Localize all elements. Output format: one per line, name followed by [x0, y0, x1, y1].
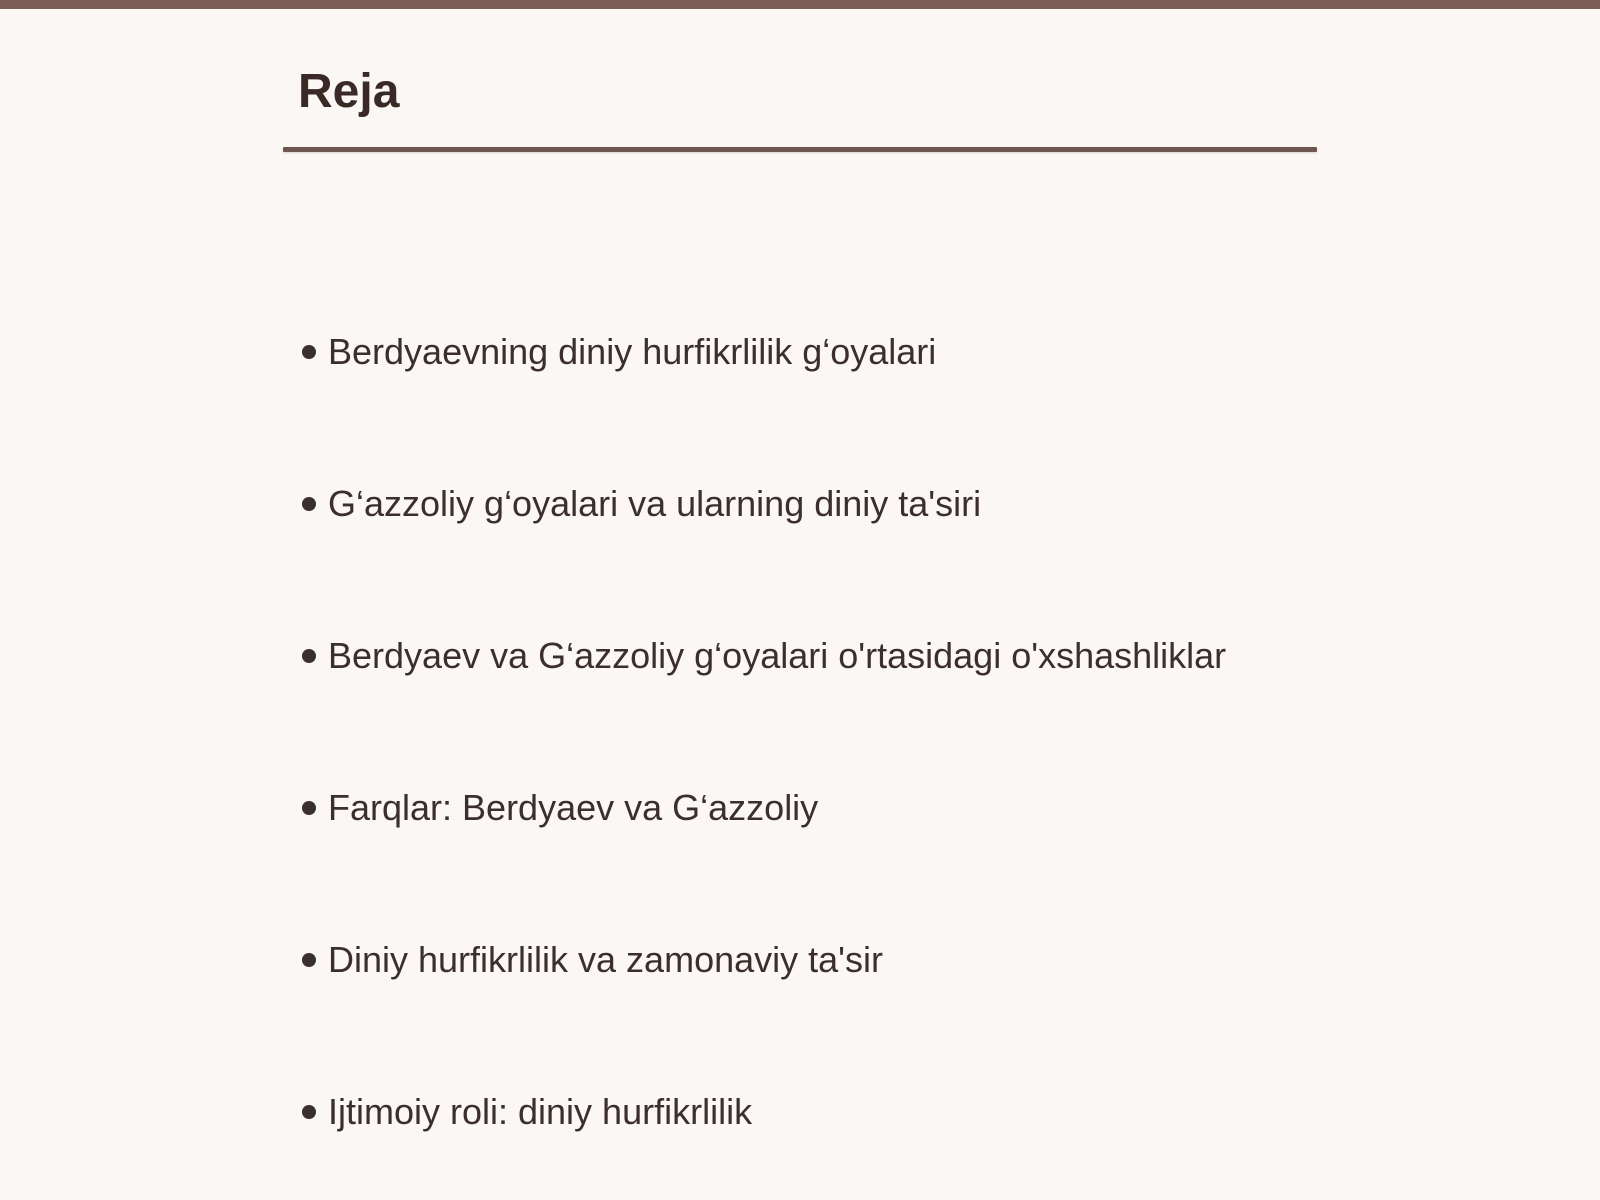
bullet-text: G‘azzoliy g‘oyalari va ularning diniy ta'siri	[328, 483, 982, 524]
bullet-text: Berdyaevning diniy hurfikrlilik g‘oyalari	[328, 331, 937, 372]
bullet-icon	[302, 953, 316, 967]
list-item	[298, 884, 1358, 1036]
bullet-icon	[302, 1105, 316, 1119]
list-item	[298, 1036, 1358, 1188]
title-divider	[283, 147, 1317, 152]
bullet-list	[298, 276, 1358, 1188]
bullet-icon	[302, 497, 316, 511]
slide-title: Reja	[298, 65, 400, 118]
bullet-icon	[302, 801, 316, 815]
bullet-text: Farqlar: Berdyaev va G‘azzoliy	[328, 787, 819, 828]
bullet-text: Ijtimoiy roli: diniy hurfikrlilik	[328, 1091, 753, 1132]
top-accent-bar	[0, 0, 1600, 9]
list-item	[298, 428, 1358, 580]
bullet-text: Diniy hurfikrlilik va zamonaviy ta'sir	[328, 939, 884, 980]
bullet-icon	[302, 345, 316, 359]
bullet-text: Berdyaev va G‘azzoliy g‘oyalari o'rtasidagi o'xshashliklar	[328, 635, 1227, 676]
list-item	[298, 580, 1358, 732]
list-item	[298, 732, 1358, 884]
bullet-icon	[302, 649, 316, 663]
list-item	[298, 276, 1358, 428]
